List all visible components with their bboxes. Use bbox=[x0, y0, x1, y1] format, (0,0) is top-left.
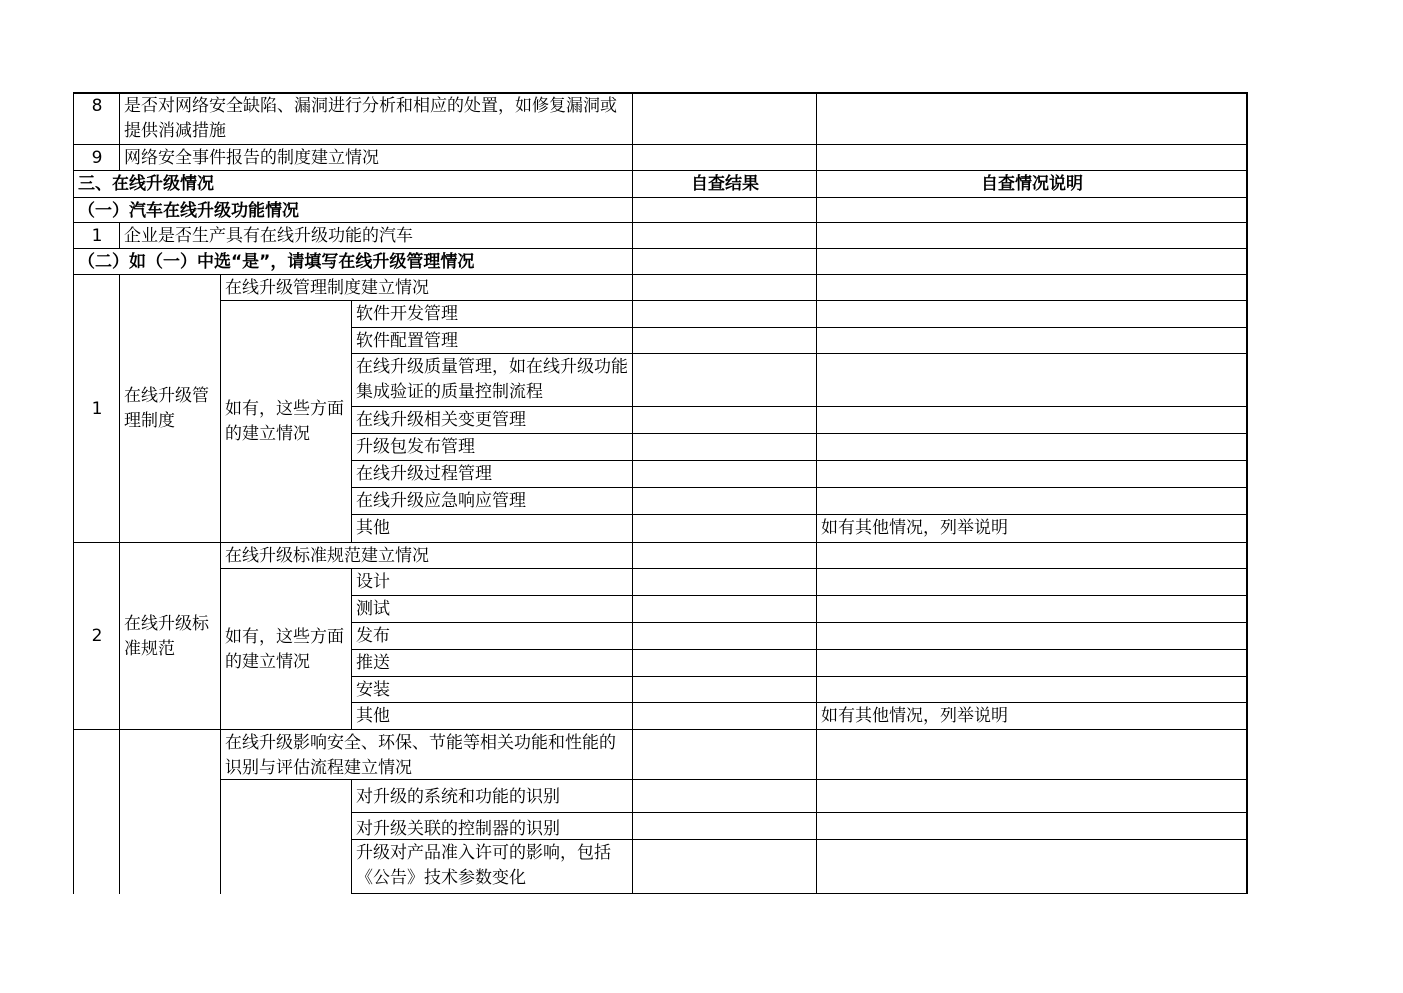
result-cell[interactable] bbox=[633, 223, 817, 249]
sub-item: 推送 bbox=[356, 653, 390, 673]
sub-item: 安装 bbox=[356, 680, 390, 700]
sub-item: 对升级关联的控制器的识别 bbox=[356, 819, 560, 839]
sub-item: 测试 bbox=[356, 599, 390, 619]
group-number: 1 bbox=[91, 398, 103, 419]
subsection-title: （二）如（一）中选“是”，请填写在线升级管理情况 bbox=[78, 252, 475, 272]
check-item: 企业是否生产具有在线升级功能的汽车 bbox=[124, 226, 413, 246]
sub-item: 在线升级应急响应管理 bbox=[356, 491, 526, 511]
sub-item: 对升级的系统和功能的识别 bbox=[356, 787, 560, 807]
result-cell[interactable] bbox=[633, 93, 817, 145]
sub-item: 在线升级过程管理 bbox=[356, 464, 492, 484]
sub-item: 在线升级相关变更管理 bbox=[356, 410, 526, 430]
row-number: 9 bbox=[91, 148, 103, 168]
group-summary: 在线升级标准规范建立情况 bbox=[225, 546, 429, 566]
sub-item: 其他 bbox=[356, 518, 390, 538]
check-item: 网络安全事件报告的制度建立情况 bbox=[124, 148, 379, 168]
check-item: 是否对网络安全缺陷、漏洞进行分析和相应的处置，如修复漏洞或提供消减措施 bbox=[124, 96, 617, 141]
subsection-title: （一）汽车在线升级功能情况 bbox=[78, 201, 299, 221]
description-cell[interactable] bbox=[817, 223, 1247, 249]
description-cell[interactable] bbox=[817, 93, 1247, 145]
sub-item: 其他 bbox=[356, 706, 390, 726]
sub-item: 发布 bbox=[356, 626, 390, 646]
sub-item: 升级对产品准入许可的影响，包括《公告》技术参数变化 bbox=[356, 843, 611, 888]
sub-item: 软件开发管理 bbox=[356, 304, 458, 324]
group-summary: 在线升级管理制度建立情况 bbox=[225, 278, 429, 298]
row-number: 8 bbox=[91, 96, 103, 116]
description-cell[interactable] bbox=[817, 145, 1247, 171]
group-number: 2 bbox=[91, 626, 103, 646]
sub-item: 在线升级质量管理，如在线升级功能集成验证的质量控制流程 bbox=[356, 357, 628, 402]
sub-item: 设计 bbox=[356, 572, 390, 592]
other-note: 如有其他情况，列举说明 bbox=[821, 518, 1008, 538]
other-note: 如有其他情况，列举说明 bbox=[821, 706, 1008, 726]
sub-item: 升级包发布管理 bbox=[356, 437, 475, 457]
row-number: 1 bbox=[91, 226, 103, 246]
section-title: 三、在线升级情况 bbox=[78, 174, 214, 194]
sub-label: 如有，这些方面的建立情况 bbox=[225, 626, 344, 672]
group-category: 在线升级标准规范 bbox=[124, 613, 209, 659]
result-cell[interactable] bbox=[633, 145, 817, 171]
sub-label: 如有，这些方面的建立情况 bbox=[225, 399, 344, 444]
group-category: 在线升级管理制度 bbox=[124, 386, 209, 431]
sub-item: 软件配置管理 bbox=[356, 331, 458, 351]
group-summary: 在线升级影响安全、环保、节能等相关功能和性能的识别与评估流程建立情况 bbox=[225, 733, 616, 778]
column-header-result: 自查结果 bbox=[691, 174, 759, 194]
column-header-description: 自查情况说明 bbox=[981, 174, 1083, 194]
